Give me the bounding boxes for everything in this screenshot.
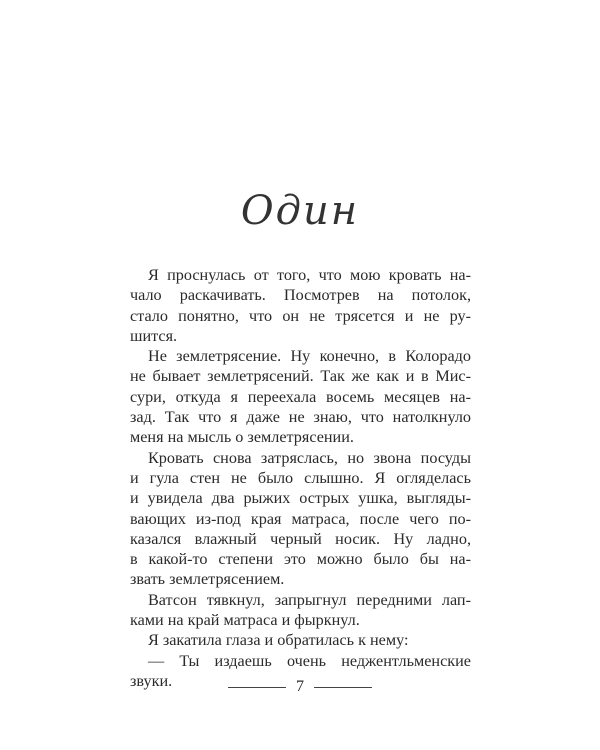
text-line: чало раскачивать. Посмотрев на потолок,	[130, 286, 471, 305]
text-line: Я закатила глаза и обратилась к нему:	[148, 631, 409, 650]
text-line: в какой-то степени это можно было бы на-	[130, 550, 471, 569]
text-line: зад. Так что я даже не знаю, что натолкнуло	[130, 408, 471, 427]
footer-rule-left	[228, 687, 286, 688]
text-line: Я проснулась от того, что мою кровать на-	[148, 266, 471, 284]
text-line: и гула стен не было слышно. Я огляделась	[130, 468, 471, 487]
chapter-title: Один	[240, 188, 360, 234]
paragraph	[130, 346, 471, 447]
text-line: — Ты издаешь очень неджентльменские	[148, 651, 471, 670]
text-line: сури, откуда я переехала восемь месяцев на-	[130, 387, 471, 406]
paragraph	[130, 590, 471, 631]
text-line: шится.	[130, 326, 178, 345]
text-line: ками на край матраса и фыркнул.	[130, 611, 360, 630]
text-line: вающих из-под края матраса, после чего по-	[130, 509, 471, 528]
text-line: звать землетрясением.	[130, 570, 285, 589]
text-line: и увидела два рыжих острых ушка, выгляды-	[130, 489, 471, 508]
footer-rule-right	[314, 687, 372, 688]
text-line: стало понятно, что он не трясется и не ру-	[130, 306, 471, 325]
text-line: меня на мысль о землетрясении.	[130, 428, 354, 447]
paragraph	[130, 630, 471, 650]
paragraph	[130, 265, 471, 346]
text-line: звуки.	[130, 671, 173, 690]
text-line: казался влажный черный носик. Ну ладно,	[130, 529, 471, 548]
page-footer	[0, 678, 600, 696]
text-line: не бывает землетрясений. Так же как и в Мис-	[130, 367, 471, 386]
text-line: Ватсон тявкнул, запрыгнул передними лап-	[148, 590, 471, 609]
page-number: 7	[296, 678, 304, 695]
paragraph	[130, 448, 471, 590]
body-text	[130, 265, 471, 691]
text-line: Кровать снова затряслась, но звона посуды	[148, 448, 471, 467]
text-line: Не землетрясение. Ну конечно, в Колорадо	[148, 347, 471, 366]
